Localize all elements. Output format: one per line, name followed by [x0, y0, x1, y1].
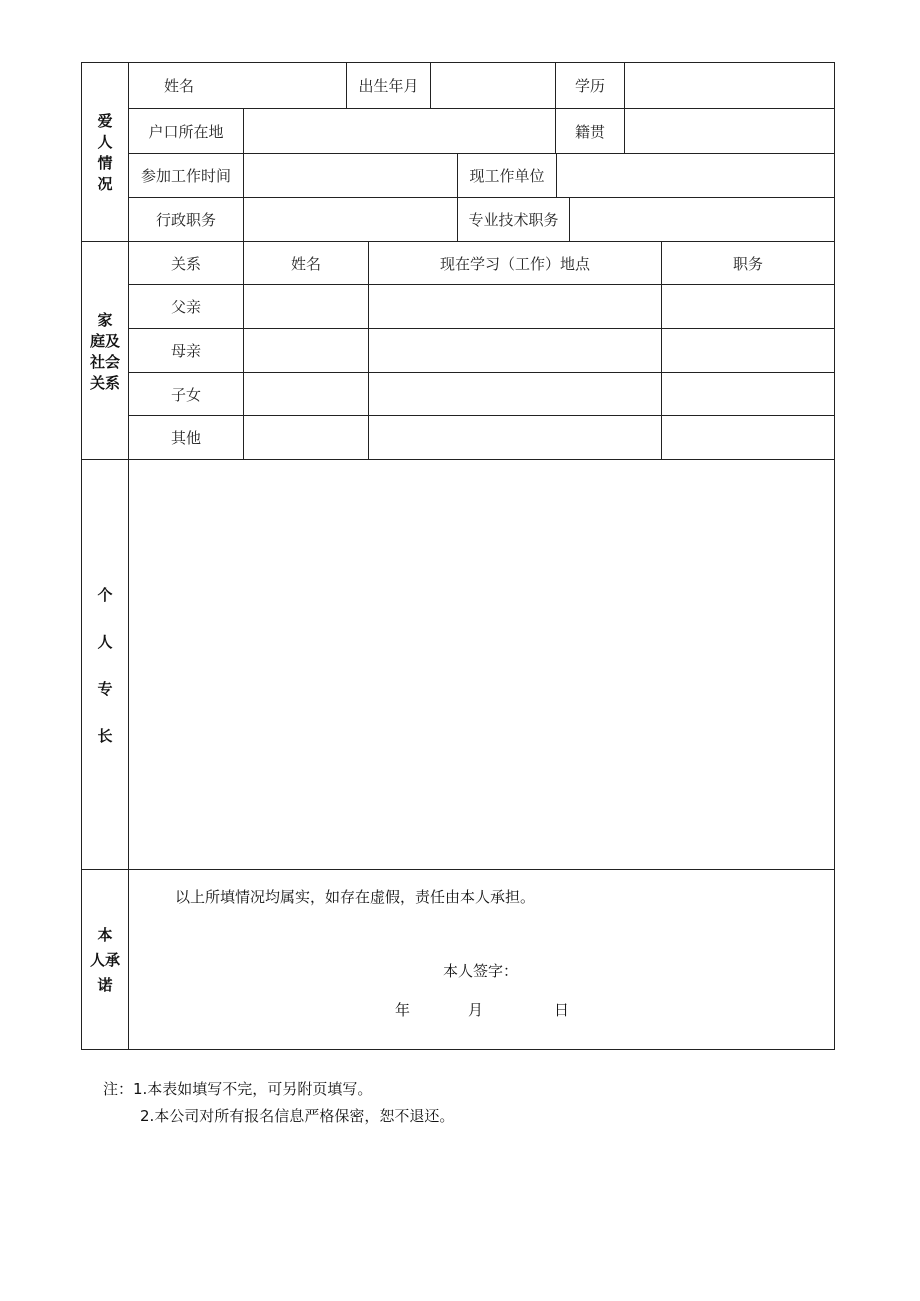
spouse-admin-post-label: 行政职务 — [155, 211, 216, 229]
spouse-name-label: 姓名 — [163, 77, 194, 95]
family-header-relation: 关系 — [170, 254, 201, 273]
cell-divider — [430, 63, 431, 108]
pledge-section-label: 本 人承 诺 — [89, 926, 120, 994]
cell-divider — [243, 198, 244, 241]
spouse-native-label: 籍贯 — [574, 122, 605, 141]
note-line-1: 注：1.本表如填写不完，可另附页填写。 — [103, 1080, 373, 1098]
family-header-location: 现在学习（工作）地点 — [439, 254, 590, 273]
family-relation-children: 子女 — [170, 385, 201, 404]
section-divider — [81, 869, 835, 870]
cell-divider — [624, 63, 625, 108]
cell-divider — [624, 109, 625, 153]
date-day-label: 日 — [554, 1001, 570, 1019]
pledge-statement: 以上所填情况均属实，如存在虚假，责任由本人承担。 — [175, 888, 536, 906]
cell-divider — [243, 154, 244, 197]
spouse-employer-label: 现工作单位 — [469, 167, 545, 185]
spouse-work-start-label: 参加工作时间 — [140, 167, 231, 185]
note-line-2: 2.本公司对所有报名信息严格保密，恕不退还。 — [140, 1107, 455, 1125]
skills-section-label: 个 人 专 长 — [97, 585, 113, 745]
family-relation-father: 父亲 — [170, 298, 201, 316]
spouse-tech-post-label: 专业技术职务 — [468, 211, 559, 229]
signature-field[interactable] — [520, 955, 720, 983]
family-relation-mother: 母亲 — [170, 342, 201, 360]
family-header-post: 职务 — [732, 254, 763, 273]
date-month-label: 月 — [468, 1001, 484, 1019]
spouse-section-label: 爱 人 情 况 — [97, 112, 113, 193]
spouse-birth-label: 出生年月 — [358, 77, 419, 95]
cell-divider — [569, 198, 570, 241]
spouse-education-label: 学历 — [574, 77, 605, 95]
cell-divider — [556, 154, 557, 197]
family-header-name: 姓名 — [290, 254, 321, 273]
cell-divider — [243, 109, 244, 153]
spouse-hukou-label: 户口所在地 — [148, 122, 224, 141]
family-section-label: 家 庭及 社会 关系 — [89, 310, 120, 392]
skills-input-area[interactable] — [129, 460, 834, 869]
date-year-label: 年 — [395, 1001, 411, 1019]
family-relation-other: 其他 — [170, 429, 201, 447]
signature-label: 本人签字： — [443, 962, 519, 980]
